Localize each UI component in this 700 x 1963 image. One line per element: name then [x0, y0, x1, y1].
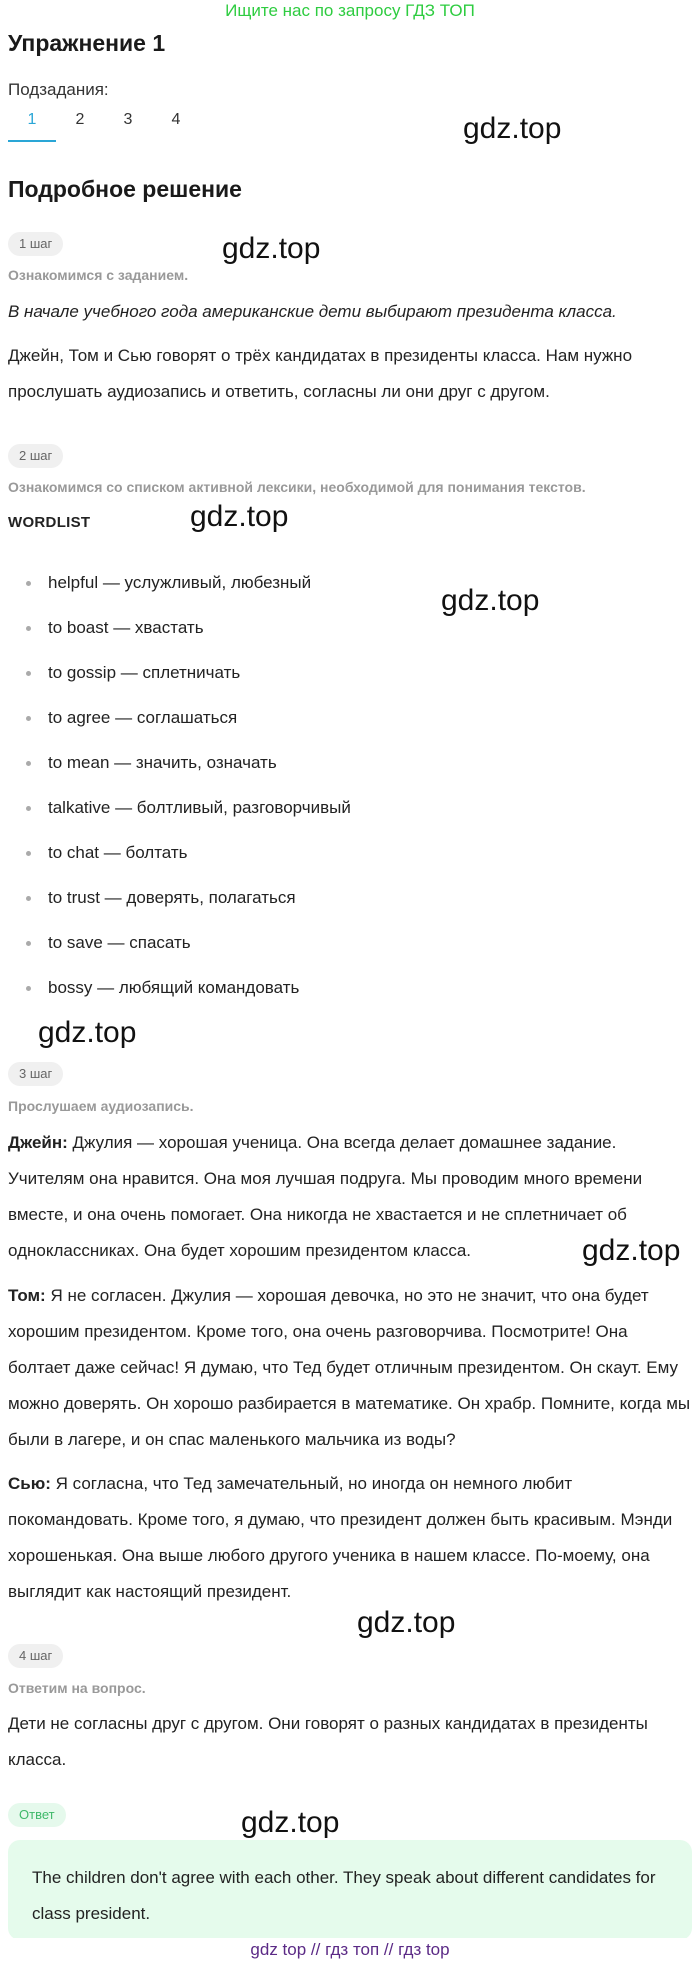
footer-links[interactable]: gdz top // гдз топ // гдз top — [0, 1938, 700, 1962]
speaker-text: Я не согласен. Джулия — хорошая девочка, но это не значит, что она будет хорошим президентом. Кроме того, она очень разговорчива. Посмотрите! Она болтает даже сейчас! Я думаю, что Тед будет отличным президентом. Он скаут. Ему можно доверять. Он хорошо разбирается в математике. Он храбр. Помните, когда мы были в лагере, и он спас маленького мальчика из воды? — [8, 1286, 691, 1449]
answer-badge: Ответ — [8, 1803, 66, 1827]
tab-subtask-3[interactable]: 3 — [123, 111, 133, 128]
list-item: to trust — доверять, полагаться — [26, 875, 351, 920]
list-item: helpful — услужливый, любезный — [26, 560, 351, 605]
task-text — [8, 294, 692, 330]
list-item: to chat — болтать — [26, 830, 351, 875]
speaker-name: Джейн: — [8, 1133, 68, 1152]
step-badge: 2 шаг — [8, 444, 63, 468]
watermark: gdz.top — [190, 500, 289, 533]
answer-text: The children don't agree with each other. They speak about different candidates for class president. — [32, 1868, 656, 1923]
step-badge: 4 шаг — [8, 1644, 63, 1668]
dialogue-sue — [8, 1466, 692, 1610]
speaker-text: Джулия — хорошая ученица. Она всегда делает домашнее задание. Учителям она нравится. Она моя лучшая подруга. Мы проводим много времени вместе, и она очень помогает. Она никогда не хвастается и не сплетничает об одноклассниках. Она будет хорошим президентом класса. — [8, 1133, 643, 1260]
tab-subtask-2[interactable]: 2 — [75, 111, 85, 128]
speaker-text: Я согласна, что Тед замечательный, но иногда он немного любит покомандовать. Кроме того, я думаю, что президент должен быть красивым. Мэнди хорошенькая. Она выше любого другого ученика в нашем классе. По-моему, она выглядит как настоящий президент. — [8, 1474, 673, 1601]
watermark: gdz.top — [582, 1234, 681, 1267]
task-italic: В начале учебного года американские дети выбирают президента класса. — [8, 302, 617, 321]
wordlist — [26, 560, 351, 1010]
list-item: talkative — болтливый, разговорчивый — [26, 785, 351, 830]
list-item: to save — спасать — [26, 920, 351, 965]
list-item: to agree — соглашаться — [26, 695, 351, 740]
list-item: to boast — хвастать — [26, 605, 351, 650]
page-title: Упражнение 1 — [8, 30, 166, 56]
wordlist-title: WORDLIST — [8, 514, 91, 531]
step-caption: Прослушаем аудиозапись. — [8, 1098, 194, 1114]
step-text: Джейн, Том и Сью говорят о трёх кандидатах в президенты класса. Нам нужно прослушать аудиозапись и ответить, согласны ли они друг с другом. — [8, 346, 633, 401]
promo-banner: Ищите нас по запросу ГДЗ ТОП — [225, 1, 475, 20]
step-badge: 3 шаг — [8, 1062, 63, 1086]
list-item: to mean — значить, означать — [26, 740, 351, 785]
watermark: gdz.top — [357, 1606, 456, 1639]
tab-subtask-1[interactable]: 1 — [8, 108, 56, 142]
step-text: Дети не согласны друг с другом. Они говорят о разных кандидатах в президенты класса. — [8, 1714, 648, 1769]
speaker-name: Сью: — [8, 1474, 51, 1493]
watermark: gdz.top — [441, 584, 540, 617]
watermark: gdz.top — [38, 1016, 137, 1049]
list-item: bossy — любящий командовать — [26, 965, 351, 1010]
step-caption: Ответим на вопрос. — [8, 1680, 146, 1696]
tab-subtask-4[interactable]: 4 — [171, 111, 181, 128]
watermark: gdz.top — [241, 1806, 340, 1839]
step-caption: Ознакомимся с заданием. — [8, 267, 189, 283]
list-item: to gossip — сплетничать — [26, 650, 351, 695]
step-caption: Ознакомимся со списком активной лексики, необходимой для понимания текстов. — [8, 479, 586, 495]
solution-title: Подробное решение — [8, 176, 242, 202]
subtasks-label: Подзадания: — [8, 80, 109, 99]
watermark: gdz.top — [222, 232, 321, 265]
answer-box — [8, 1840, 692, 1940]
step-badge: 1 шаг — [8, 232, 63, 256]
speaker-name: Том: — [8, 1286, 46, 1305]
dialogue-tom — [8, 1278, 692, 1458]
watermark: gdz.top — [463, 112, 562, 145]
subtask-tabs — [8, 108, 200, 144]
